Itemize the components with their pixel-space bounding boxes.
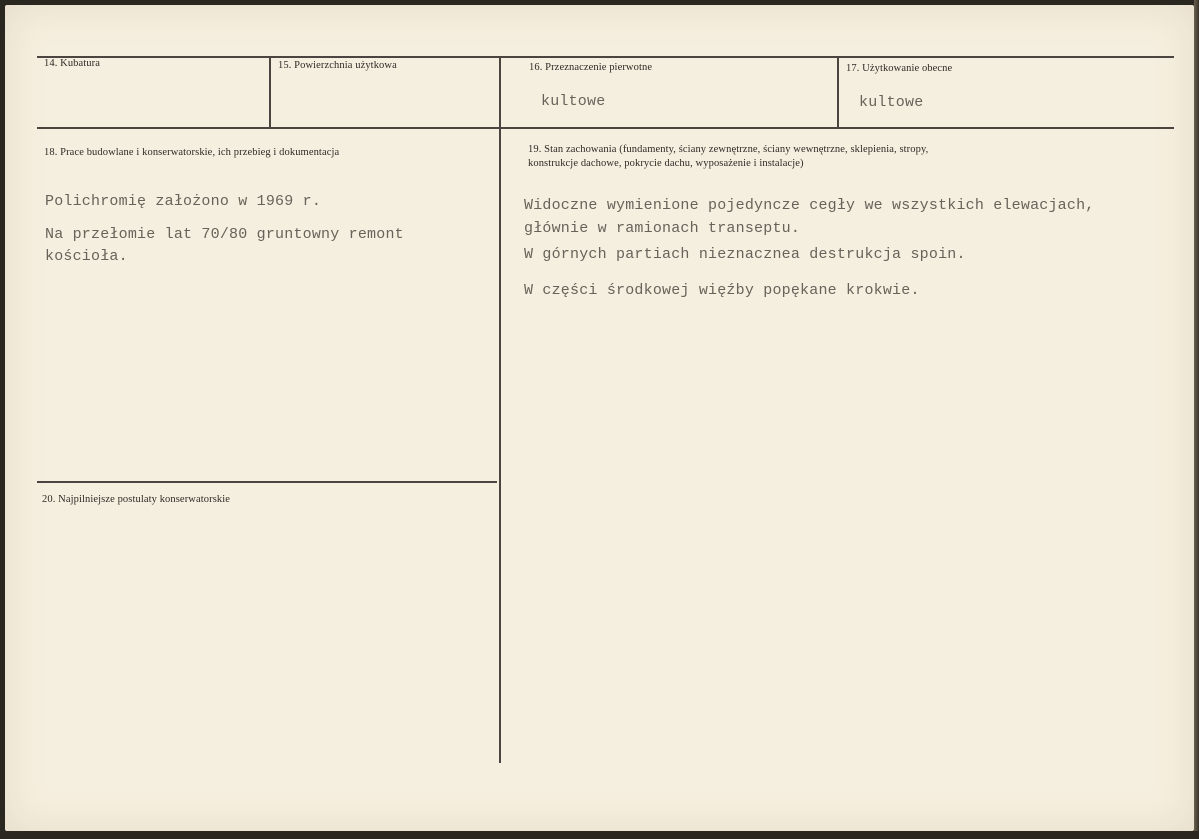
- record-card: [5, 5, 1194, 831]
- field-19-line-2: głównie w ramionach transeptu.: [524, 220, 801, 237]
- field20-top-rule: [37, 481, 497, 483]
- divider-14-15: [269, 56, 271, 128]
- field-19-line-3: W górnych partiach nieznacznea destrukcja spoin.: [524, 246, 966, 263]
- field-19-label-line-1: 19. Stan zachowania (fundamenty, ściany zewnętrzne, ściany wewnętrzne, sklepienia, stropy,: [528, 144, 929, 155]
- field-16-label: 16. Przeznaczenie pierwotne: [529, 62, 653, 73]
- field-14-label: 14. Kubatura: [44, 58, 101, 69]
- row1-bottom-rule: [37, 127, 1174, 129]
- field-15-label: 15. Powierzchnia użytkowa: [278, 60, 397, 71]
- top-rule: [37, 56, 1174, 58]
- field-19-line-4: W części środkowej więźby popękane krokwie.: [524, 282, 920, 299]
- field-18-line-2: Na przełomie lat 70/80 gruntowny remont: [45, 226, 404, 243]
- divider-main: [499, 56, 501, 763]
- field-18-line-3: kościoła.: [45, 248, 128, 265]
- field-20-label: 20. Najpilniejsze postulaty konserwatorskie: [42, 494, 231, 505]
- field-17-label: 17. Użytkowanie obecne: [846, 63, 953, 74]
- card-edge-bottom: [0, 831, 1199, 839]
- field-18-label: 18. Prace budowlane i konserwatorskie, ich przebieg i dokumentacja: [44, 147, 340, 158]
- field-19-line-1: Widoczne wymienione pojedyncze cegły we wszystkich elewacjach,: [524, 197, 1095, 214]
- field-17-value: kultowe: [859, 94, 924, 111]
- field-16-value: kultowe: [541, 93, 606, 110]
- field-19-label-line-2: konstrukcje dachowe, pokrycie dachu, wyposażenie i instalacje): [528, 158, 804, 169]
- card-edge-right: [1194, 0, 1199, 839]
- divider-16-17: [837, 56, 839, 128]
- field-18-line-1: Polichromię założono w 1969 r.: [45, 193, 322, 210]
